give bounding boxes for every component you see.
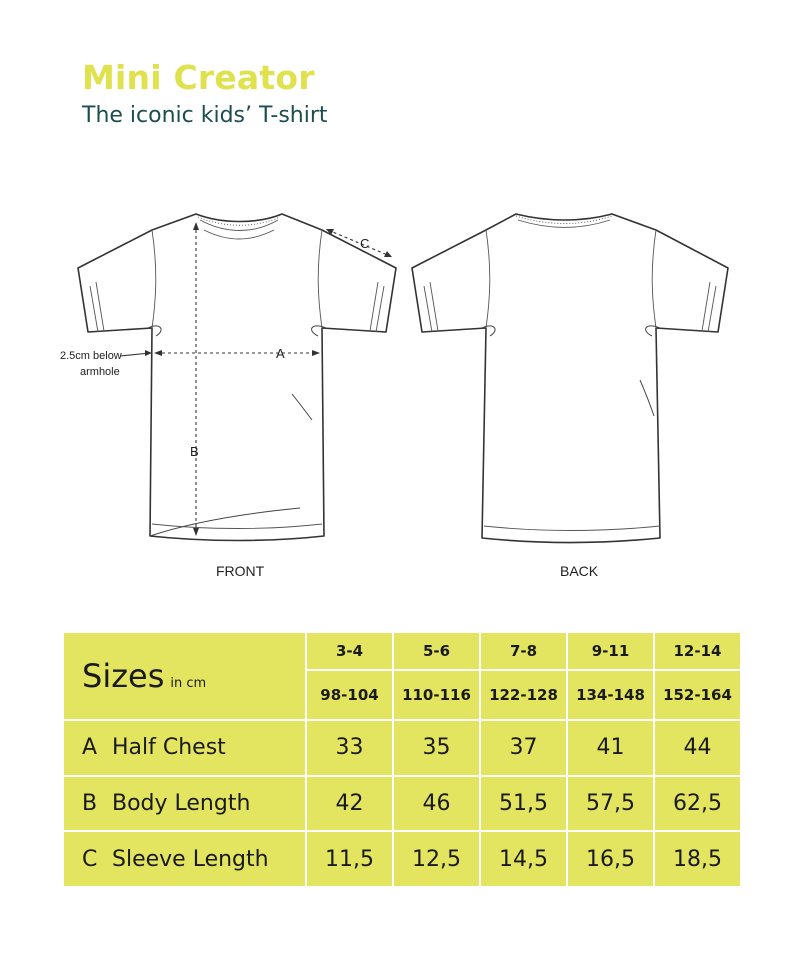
age-9-11-header: 9-11 (567, 632, 654, 670)
height-98-104-header: 98-104 (306, 670, 393, 720)
page-title: Mini Creator (82, 58, 315, 97)
half-chest-label-cell (63, 720, 306, 776)
row-label: Body Length (112, 790, 251, 816)
row-letter: C (82, 846, 98, 872)
page-subtitle: The iconic kids’ T-shirt (82, 103, 328, 128)
sleeve-length-row (63, 831, 741, 887)
body-length-value: 57,5 (567, 776, 654, 832)
back-caption: BACK (560, 563, 599, 579)
front-shirt-illustration (78, 214, 396, 541)
marker-c-label: C (360, 236, 370, 251)
body-length-value: 42 (306, 776, 393, 832)
sleeve-length-value: 12,5 (393, 831, 480, 887)
body-length-value: 51,5 (480, 776, 567, 832)
age-header-row (63, 632, 741, 670)
marker-a-label: A (276, 346, 285, 361)
age-12-14-header: 12-14 (654, 632, 741, 670)
body-length-row (63, 776, 741, 832)
body-length-value: 46 (393, 776, 480, 832)
row-label: Sleeve Length (112, 846, 269, 872)
row-letter: A (82, 735, 98, 761)
chest-note-line2: armhole (80, 366, 120, 378)
half-chest-value: 37 (480, 720, 567, 776)
body-length-label-cell (63, 776, 306, 832)
sizes-unit-label: in cm (170, 676, 207, 691)
age-5-6-header: 5-6 (393, 632, 480, 670)
sleeve-length-label-cell (63, 831, 306, 887)
body-length-value: 62,5 (654, 776, 741, 832)
half-chest-value: 44 (654, 720, 741, 776)
half-chest-value: 35 (393, 720, 480, 776)
back-shirt-illustration (412, 214, 728, 543)
sleeve-length-value: 14,5 (480, 831, 567, 887)
sleeve-length-value: 18,5 (654, 831, 741, 887)
front-caption: FRONT (216, 563, 265, 579)
marker-b-label: B (190, 444, 199, 459)
sizes-heading-cell (63, 632, 306, 720)
half-chest-value: 33 (306, 720, 393, 776)
height-122-128-header: 122-128 (480, 670, 567, 720)
height-110-116-header: 110-116 (393, 670, 480, 720)
chest-note-line1: 2.5cm below (60, 350, 122, 362)
tshirt-diagram (0, 190, 800, 600)
half-chest-value: 41 (567, 720, 654, 776)
half-chest-row (63, 720, 741, 776)
row-label: Half Chest (112, 735, 226, 761)
size-chart-table (62, 631, 742, 888)
height-134-148-header: 134-148 (567, 670, 654, 720)
sleeve-length-value: 11,5 (306, 831, 393, 887)
age-3-4-header: 3-4 (306, 632, 393, 670)
age-7-8-header: 7-8 (480, 632, 567, 670)
row-letter: B (82, 790, 98, 816)
sizes-heading: Sizes (82, 657, 165, 695)
height-152-164-header: 152-164 (654, 670, 741, 720)
sleeve-length-value: 16,5 (567, 831, 654, 887)
